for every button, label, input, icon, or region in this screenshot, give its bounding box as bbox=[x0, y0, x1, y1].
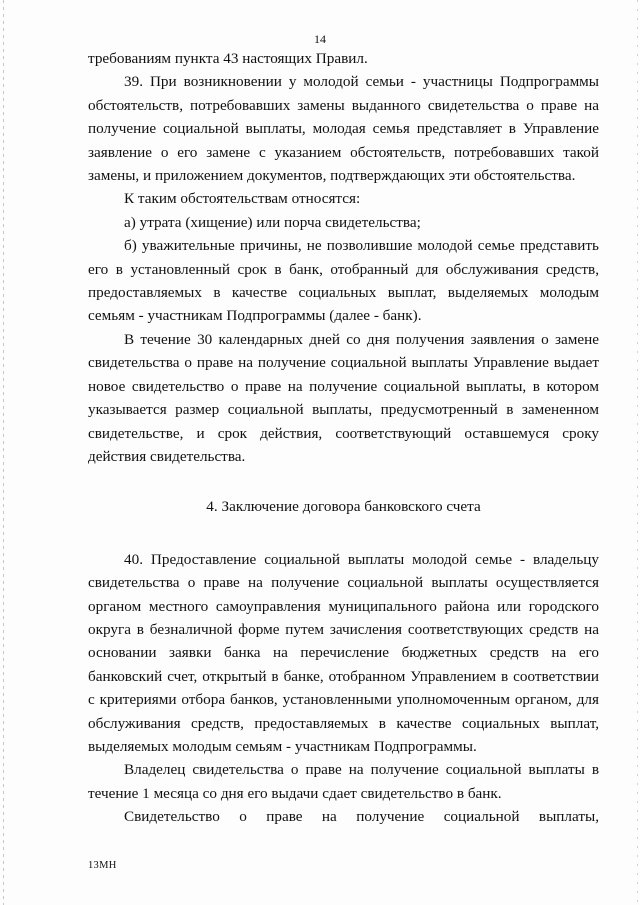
section-heading: 4. Заключение договора банковского счета bbox=[206, 498, 481, 516]
paragraph-item-40: 40. Предоставление социальной выплаты молодой семье - владельцу свидетельства о праве на получение социальной выплаты осуществляется органом местного самоуправления муниципального района или городского округа в безналичной форме путем зачисления соответствующих средств на основании заявки банка на перечисление бюджетных средств на его банковский счет, открытый в банке, отобранном Управлением в соответствии с критериями отбора банков, установленными уполномоченным органом, для обслуживания средств, предоставляемых в качестве социальных выплат, выделяемых молодым семьям - участникам Подпрограммы. bbox=[88, 550, 599, 755]
paragraph-replacement-term: В течение 30 календарных дней со дня получения заявления о замене свидетельства о праве на получение социальной выплаты Управление выдает новое свидетельство о праве на получение социальной выплаты, в котором указывается размер социальной выплаты, предусмотренный в замененном свидетельстве, и срок действия, соответствующий оставшемуся сроку действия свидетельства. bbox=[88, 330, 599, 465]
paragraph-certificate-start: Свидетельство о праве на получение социальной выплаты, bbox=[124, 808, 599, 826]
page-number: 14 bbox=[314, 32, 326, 46]
paragraph-item-39: 39. При возникновении у молодой семьи - участницы Подпрограммы обстоятельств, потребовавших замены выданного свидетельства о праве на получение социальной выплаты, молодая семья представляет в Управление заявление о его замене с указанием обстоятельств, потребовавших такой замены, и приложением документов, подтверждающих эти обстоятельства. bbox=[88, 73, 599, 185]
paragraph-continuation: требованиям пункта 43 настоящих Правил. bbox=[88, 50, 368, 67]
scan-edge-left bbox=[3, 0, 4, 905]
scan-edge-right bbox=[637, 0, 638, 905]
document-body bbox=[88, 47, 599, 829]
list-item-a: а) утрата (хищение) или порча свидетельства; bbox=[124, 213, 421, 231]
footer-code: 13МН bbox=[88, 860, 117, 871]
paragraph-certificate-owner: Владелец свидетельства о праве на получение социальной выплаты в течение 1 месяца со дня его выдачи сдает свидетельство в банк. bbox=[88, 761, 599, 802]
list-item-b: б) уважительные причины, не позволившие молодой семье представить его в установленный срок в банк, отобранный для обслуживания средств, предоставляемых в качестве социальных выплат, выделяемых молодым семьям - участникам Подпрограммы (далее - банк). bbox=[88, 237, 599, 325]
paragraph-circumstances-intro: К таким обстоятельствам относятся: bbox=[124, 190, 361, 208]
